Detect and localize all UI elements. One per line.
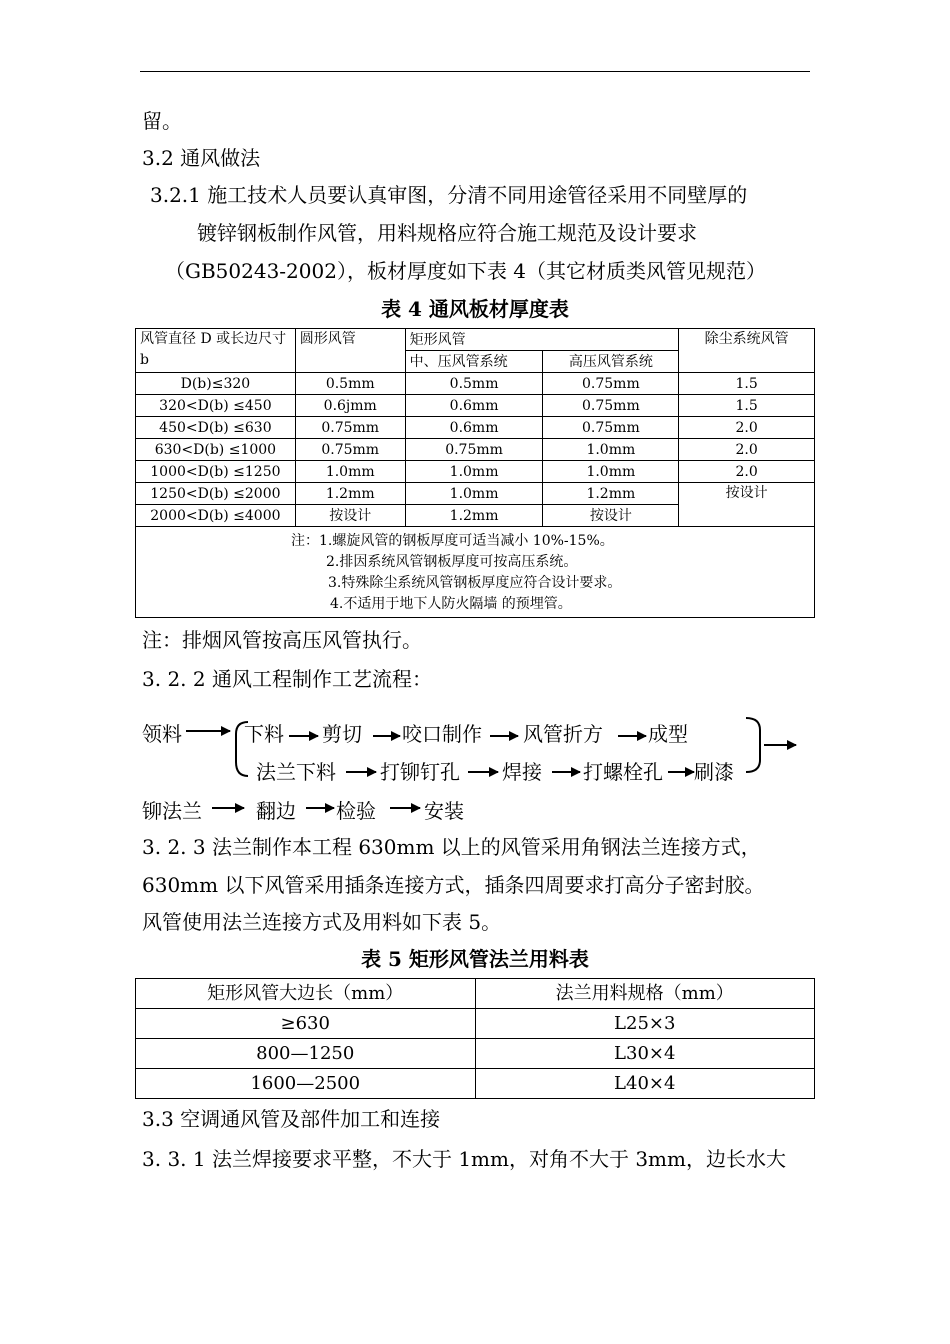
table-cell: 按设计 bbox=[295, 505, 405, 527]
table-cell: 1.0mm bbox=[405, 483, 543, 505]
table-cell: 0.75mm bbox=[543, 417, 679, 439]
flow-step: 法兰下料 bbox=[256, 760, 336, 784]
table-cell: 1.2mm bbox=[543, 483, 679, 505]
flow-step: 焊接 bbox=[502, 760, 542, 784]
table-cell: 0.75mm bbox=[295, 417, 405, 439]
table-cell: 按设计 bbox=[679, 483, 815, 527]
table-cell: 800—1250 bbox=[136, 1039, 476, 1069]
table-cell: L25×3 bbox=[475, 1009, 815, 1039]
table-cell: 1250<D(b) ≤2000 bbox=[136, 483, 296, 505]
paragraph-line: 镀锌钢板制作风管，用料规格应符合施工规范及设计要求 bbox=[197, 221, 697, 245]
table-cell: 2.0 bbox=[679, 439, 815, 461]
table-cell: 1.0mm bbox=[295, 461, 405, 483]
paragraph-line: 3. 2. 3 法兰制作本工程 630mm 以上的风管采用角钢法兰连接方式， bbox=[142, 835, 761, 859]
table5-header-length: 矩形风管大边长（mm） bbox=[136, 979, 476, 1009]
table-cell: 1.2mm bbox=[295, 483, 405, 505]
table-cell: 0.5mm bbox=[295, 373, 405, 395]
section-heading-3-2: 3.2 通风做法 bbox=[142, 146, 261, 170]
table4-header-round: 圆形风管 bbox=[295, 329, 405, 373]
table-cell: 0.75mm bbox=[405, 439, 543, 461]
paragraph-line: （GB50243-2002），板材厚度如下表 4（其它材质类风管见规范） bbox=[165, 259, 767, 283]
table-cell: 0.5mm bbox=[405, 373, 543, 395]
table-cell: 320<D(b) ≤450 bbox=[136, 395, 296, 417]
table-cell: 0.75mm bbox=[543, 373, 679, 395]
section-heading-3-2-2: 3. 2. 2 通风工程制作工艺流程： bbox=[142, 667, 432, 691]
table-cell: 1600—2500 bbox=[136, 1069, 476, 1099]
table-cell: 0.75mm bbox=[543, 395, 679, 417]
paragraph-line: 3.2.1 施工技术人员要认真审图，分清不同用途管径采用不同壁厚的 bbox=[150, 183, 748, 207]
table-cell: 2000<D(b) ≤4000 bbox=[136, 505, 296, 527]
table-cell: 450<D(b) ≤630 bbox=[136, 417, 296, 439]
paragraph-line: 630mm 以下风管采用插条连接方式，插条四周要求打高分子密封胶。 bbox=[142, 873, 765, 897]
table5 bbox=[135, 978, 815, 1099]
table-cell: 0.6mm bbox=[405, 395, 543, 417]
table-cell: 1.5 bbox=[679, 373, 815, 395]
note-smoke-duct: 注：排烟风管按高压风管执行。 bbox=[142, 628, 422, 652]
table4-note: 3.特殊除尘系统风管钢板厚度应符合设计要求。 bbox=[328, 575, 622, 591]
flow-step: 咬口制作 bbox=[402, 722, 482, 746]
table-cell: 0.6jmm bbox=[295, 395, 405, 417]
table-cell: 2.0 bbox=[679, 461, 815, 483]
table-cell: 0.6mm bbox=[405, 417, 543, 439]
table4-header-rect-high: 高压风管系统 bbox=[543, 351, 679, 373]
flow-step: 领料 bbox=[142, 722, 182, 746]
table-cell: 0.75mm bbox=[295, 439, 405, 461]
table4-note: 注：1.螺旋风管的钢板厚度可适当减小 10%-15%。 bbox=[291, 533, 614, 549]
table-cell: 按设计 bbox=[543, 505, 679, 527]
table4-title: 表 4 通风板材厚度表 bbox=[381, 297, 569, 321]
flow-step: 风管折方 bbox=[523, 722, 603, 746]
text-line: 留。 bbox=[142, 109, 182, 133]
table-cell: 630<D(b) ≤1000 bbox=[136, 439, 296, 461]
flow-step: 检验 bbox=[336, 799, 376, 823]
paragraph-line: 风管使用法兰连接方式及用料如下表 5。 bbox=[142, 910, 502, 934]
table-cell: 1000<D(b) ≤1250 bbox=[136, 461, 296, 483]
table5-title: 表 5 矩形风管法兰用料表 bbox=[361, 947, 589, 971]
table4-header-dust: 除尘系统风管 bbox=[679, 329, 815, 373]
paragraph-line: 3. 3. 1 法兰焊接要求平整，不大于 1mm，对角不大于 3mm，边长水大 bbox=[142, 1147, 786, 1171]
table-row bbox=[136, 1009, 815, 1039]
flow-step: 翻边 bbox=[256, 799, 296, 823]
table-cell: 1.2mm bbox=[405, 505, 543, 527]
section-heading-3-3: 3.3 空调通风管及部件加工和连接 bbox=[142, 1107, 441, 1131]
table-cell: 1.5 bbox=[679, 395, 815, 417]
table-row bbox=[136, 1069, 815, 1099]
table4-header-size: 风管直径 D 或长边尺寸 b bbox=[136, 329, 296, 373]
flow-step: 剪切 bbox=[322, 722, 362, 746]
table-row bbox=[136, 1039, 815, 1069]
flow-step: 刷漆 bbox=[694, 760, 734, 784]
flow-step: 打螺栓孔 bbox=[583, 760, 663, 784]
table-cell: 2.0 bbox=[679, 417, 815, 439]
table4-header-rect-mid: 中、压风管系统 bbox=[405, 351, 543, 373]
flow-step: 成型 bbox=[648, 722, 688, 746]
table4-header-rect: 矩形风管 bbox=[405, 329, 679, 351]
flow-step: 安装 bbox=[424, 799, 464, 823]
right-bracket-icon bbox=[746, 718, 760, 772]
table-cell: D(b)≤320 bbox=[136, 373, 296, 395]
flow-step: 铆法兰 bbox=[142, 799, 202, 823]
table5-header-spec: 法兰用料规格（mm） bbox=[475, 979, 815, 1009]
table-cell: ≥630 bbox=[136, 1009, 476, 1039]
table-cell: L40×4 bbox=[475, 1069, 815, 1099]
table-cell: 1.0mm bbox=[543, 439, 679, 461]
table-cell: L30×4 bbox=[475, 1039, 815, 1069]
table-cell: 1.0mm bbox=[543, 461, 679, 483]
flow-step: 下料 bbox=[244, 722, 284, 746]
flow-step: 打铆钉孔 bbox=[380, 760, 460, 784]
table4-note: 4.不适用于地下人防火隔墙 的预埋管。 bbox=[330, 596, 572, 612]
table-cell: 1.0mm bbox=[405, 461, 543, 483]
table4-note: 2.排因系统风管钢板厚度可按高压系统。 bbox=[326, 554, 578, 570]
